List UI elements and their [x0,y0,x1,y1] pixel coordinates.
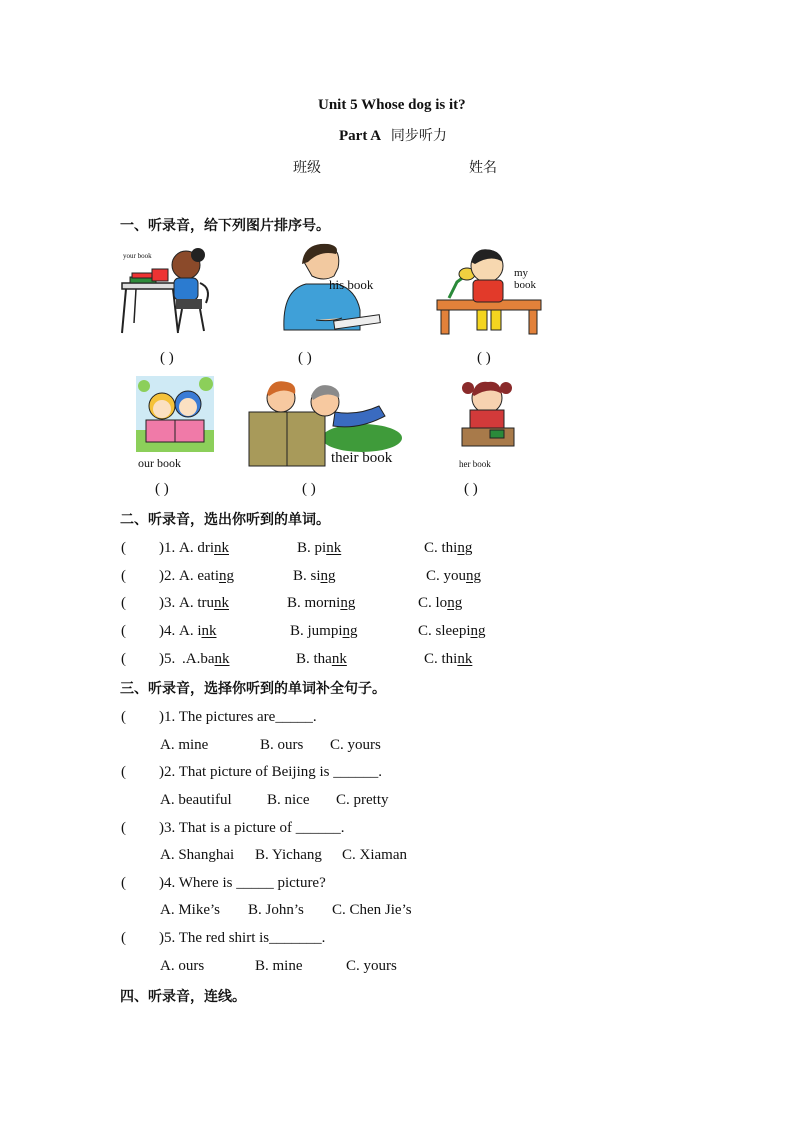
answer-blank-open[interactable]: ( [121,930,126,946]
question-text: )3. That is a picture of ______. [159,820,345,836]
question-text: )5. The red shirt is_______. [159,930,326,946]
part-label: Part A [339,128,382,144]
your-book-caption: your book [123,252,152,260]
picture-5-blank[interactable]: ( ) [302,481,316,497]
answer-blank-open[interactable]: ( [121,709,126,725]
question-text: )4. Where is _____ picture? [159,875,326,891]
answer-blank-open[interactable]: ( [121,651,126,667]
name-label: 姓名 [469,160,497,176]
my-book-caption-2: book [514,279,536,291]
option-a[interactable]: A. mine [160,737,209,753]
picture-6-blank[interactable]: ( ) [464,481,478,497]
answer-blank-open[interactable]: ( [121,595,126,611]
option-b[interactable]: B. pink [297,540,342,556]
section1-heading: 一、听录音，给下列图片排序号。 [120,218,330,234]
option-c[interactable]: C. think [424,651,473,667]
picture-3-blank[interactable]: ( ) [477,350,491,366]
answer-blank-open[interactable]: ( [121,540,126,556]
picture-1-blank[interactable]: ( ) [160,350,174,366]
their-book-caption: their book [331,450,393,466]
option-c[interactable]: C. yours [346,958,397,974]
option-c[interactable]: C. yours [330,737,381,753]
option-c[interactable]: C. Chen Jie’s [332,902,412,918]
option-c[interactable]: C. sleeping [418,623,486,639]
option-a[interactable]: A. Shanghai [160,847,235,863]
answer-blank-open[interactable]: ( [121,568,126,584]
option-a[interactable]: A. ink [179,623,217,639]
question-number: )1. [159,540,176,556]
our-book-caption: our book [138,456,181,470]
question-number: )3. [159,595,176,611]
option-c[interactable]: C. long [418,595,463,611]
option-b[interactable]: B. Yichang [255,847,322,863]
page-title: Unit 5 Whose dog is it? [318,97,466,113]
option-b[interactable]: B. sing [293,568,336,584]
her-book-caption: her book [459,459,491,469]
option-b[interactable]: B. morning [287,595,356,611]
question-number: )5. [159,651,176,667]
option-b[interactable]: B. thank [296,651,347,667]
option-b[interactable]: B. John’s [248,902,304,918]
section3-heading: 三、听录音，选择你听到的单词补全句子。 [120,681,386,697]
her-book-picture [456,376,520,456]
his-book-caption: his book [329,277,374,292]
option-c[interactable]: C. Xiaman [342,847,407,863]
option-a[interactable]: A. drink [179,540,229,556]
option-b[interactable]: B. jumping [290,623,358,639]
answer-blank-open[interactable]: ( [121,875,126,891]
picture-4-blank[interactable]: ( ) [155,481,169,497]
question-number: )2. [159,568,176,584]
answer-blank-open[interactable]: ( [121,820,126,836]
option-a[interactable]: A. ours [160,958,205,974]
part-heading [339,125,447,145]
option-a[interactable]: A. eating [179,568,234,584]
my-book-caption-1: my [514,267,529,279]
picture-2-blank[interactable]: ( ) [298,350,312,366]
question-text: )2. That picture of Beijing is ______. [159,764,383,780]
option-a[interactable]: A. Mike’s [160,902,220,918]
answer-blank-open[interactable]: ( [121,623,126,639]
section4-heading: 四、听录音，连线。 [120,989,246,1005]
question-number: )4. [159,623,176,639]
option-c[interactable]: C. pretty [336,792,389,808]
question-text: )1. The pictures are_____. [159,709,317,725]
option-b[interactable]: B. ours [260,737,304,753]
option-c[interactable]: C. thing [424,540,473,556]
option-a[interactable]: .A.bank [182,651,230,667]
option-b[interactable]: B. mine [255,958,303,974]
our-book-picture [136,376,214,456]
option-a[interactable]: A. beautiful [160,792,232,808]
option-a[interactable]: A. trunk [179,595,229,611]
option-c[interactable]: C. young [426,568,482,584]
class-label: 班级 [293,160,321,176]
answer-blank-open[interactable]: ( [121,764,126,780]
part-subtitle: 同步听力 [390,128,447,144]
option-b[interactable]: B. nice [267,792,310,808]
section2-heading: 二、听录音，选出你听到的单词。 [120,512,330,528]
